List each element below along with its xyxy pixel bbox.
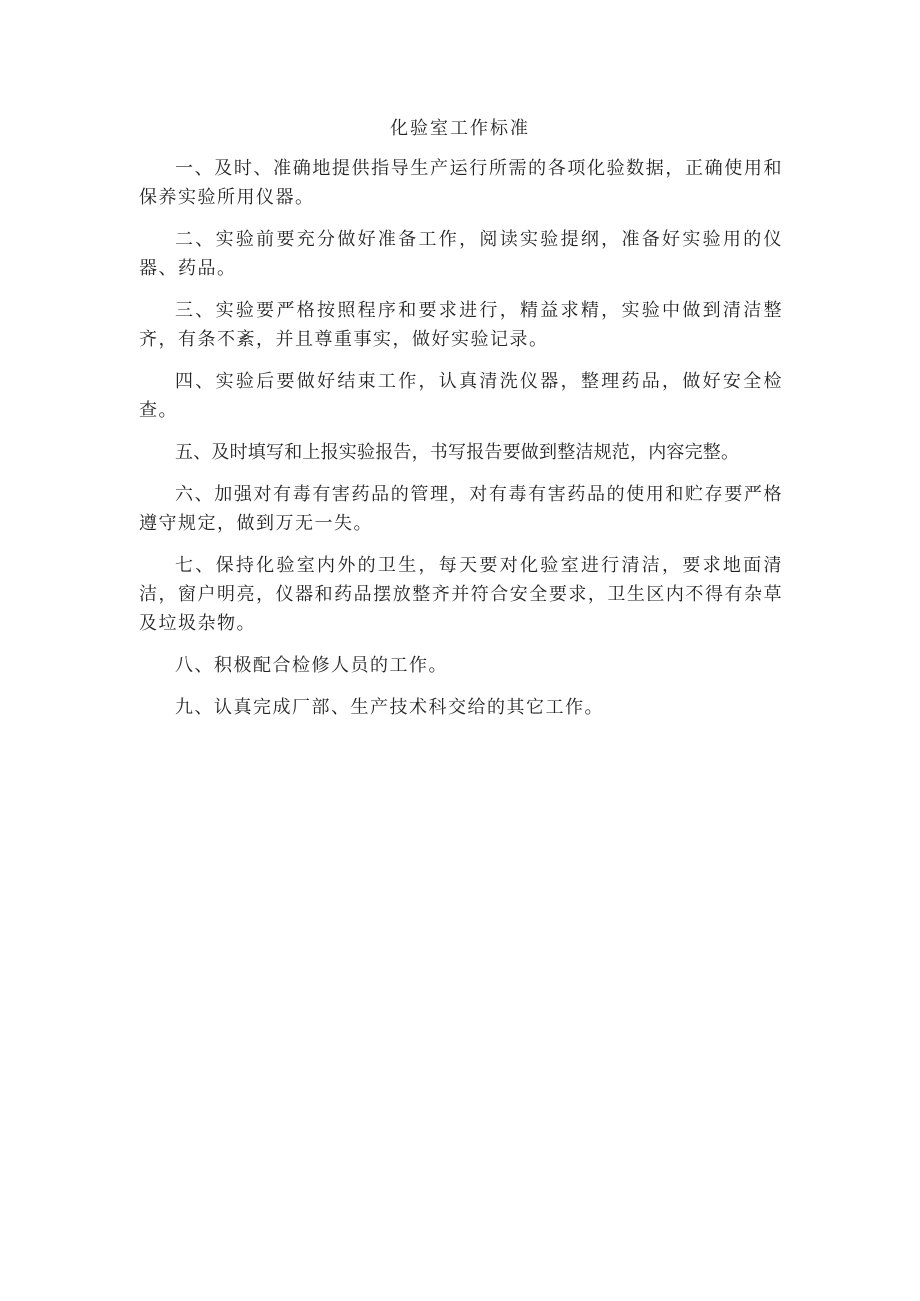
document-title: 化验室工作标准: [390, 118, 530, 139]
standard-item-5: 五、及时填写和上报实验报告，书写报告要做到整洁规范，内容完整。: [175, 442, 740, 463]
standard-item-6: 六、加强对有毒有害药品的管理，对有毒有害药品的使用和贮存要严格遵守规定，做到万无一失。: [139, 484, 783, 534]
document-body: [139, 154, 783, 735]
standard-item-3: 三、实验要严格按照程序和要求进行，精益求精，实验中做到清洁整齐，有条不紊，并且尊重事实，做好实验记录。: [139, 300, 783, 350]
standard-item-8: 八、积极配合检修人员的工作。: [175, 655, 448, 676]
standard-item-7: 七、保持化验室内外的卫生，每天要对化验室进行清洁，要求地面清洁，窗户明亮，仪器和药品摆放整齐并符合安全要求，卫生区内不得有杂草及垃圾杂物。: [139, 555, 783, 634]
standard-item-4: 四、实验后要做好结束工作，认真清洗仪器，整理药品，做好安全检查。: [139, 371, 783, 421]
standard-item-1: 一、及时、准确地提供指导生产运行所需的各项化验数据，正确使用和保养实验所用仪器。: [139, 158, 783, 208]
standard-item-9: 九、认真完成厂部、生产技术科交给的其它工作。: [175, 697, 604, 718]
standard-item-2: 二、实验前要充分做好准备工作，阅读实验提纲，准备好实验用的仪器、药品。: [139, 229, 783, 279]
